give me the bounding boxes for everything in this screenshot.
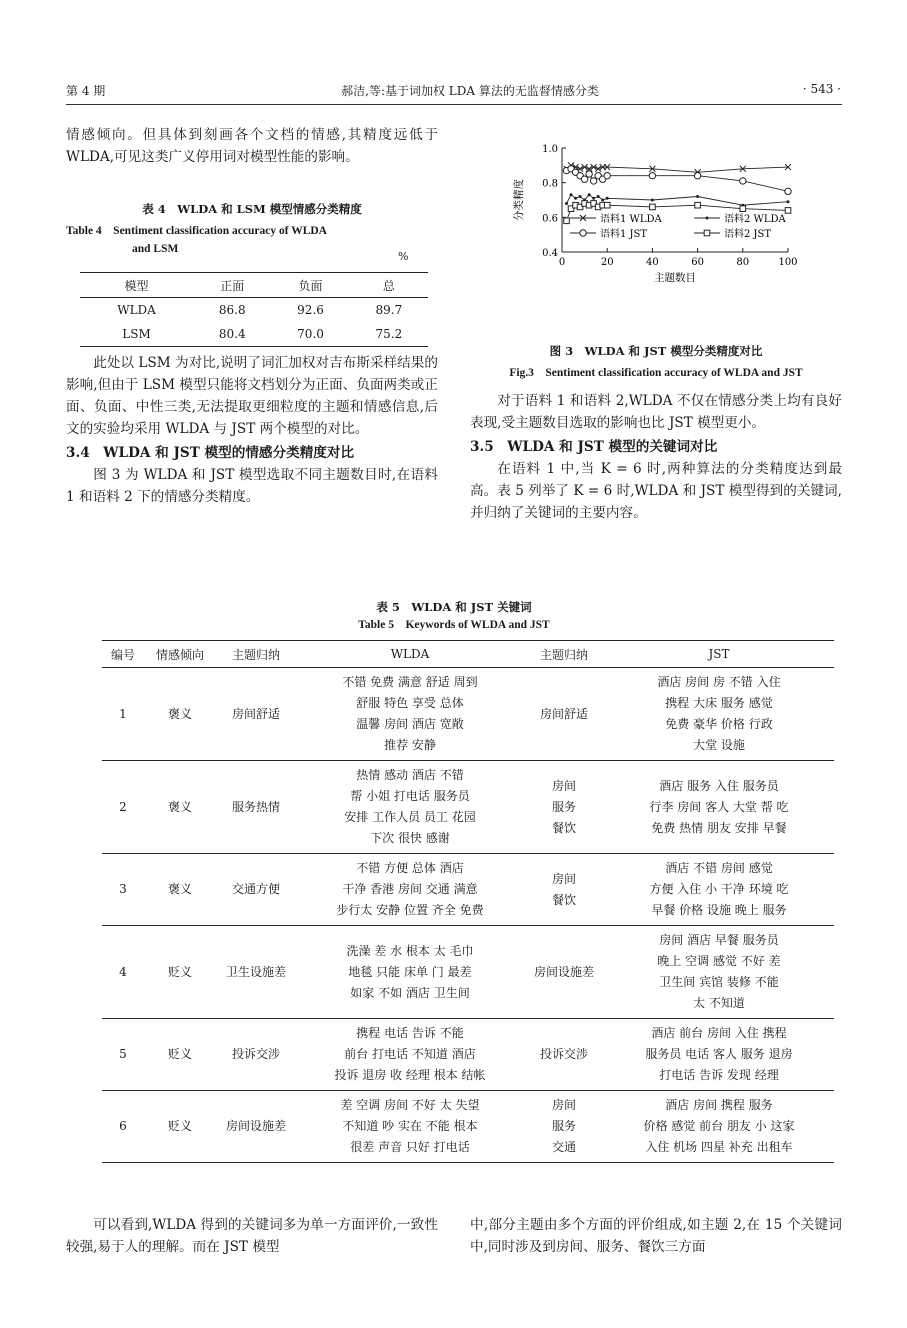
table5-header-cell: JST <box>604 641 834 668</box>
chart-legend <box>570 212 786 240</box>
jst-keywords <box>604 854 834 926</box>
jst-keywords-line: 价格 感觉 前台 朋友 小 这家 <box>643 1119 795 1133</box>
table5 <box>102 640 834 1163</box>
sentiment: 褒义 <box>144 761 216 854</box>
data-point <box>785 188 791 194</box>
data-point <box>581 176 587 182</box>
header-rule <box>66 104 842 105</box>
legend-marker <box>706 217 709 220</box>
table4-caption-en <box>66 222 438 258</box>
wlda-keywords-line: 差 空调 房间 不好 太 失望 <box>340 1098 480 1112</box>
y-axis-label: 分类精度 <box>513 179 525 221</box>
wlda-keywords-line: 前台 打电话 不知道 酒店 <box>344 1047 476 1061</box>
paragraph-3-5: 在语料 1 中,当 K = 6 时,两种算法的分类精度达到最高。表 5 列举了 K = 6 时,WLDA 和 JST 模型得到的关键词,并归纳了关键词的主要内容。 <box>470 461 842 521</box>
jst-topic-line: 餐饮 <box>551 892 576 907</box>
jst-keywords <box>604 926 834 1019</box>
table4-header-cell: 负面 <box>271 273 349 298</box>
wlda-keywords-line: 下次 很快 感谢 <box>370 831 450 845</box>
jst-topic-line: 房间设施差 <box>533 964 594 979</box>
left-column-body <box>66 352 438 508</box>
data-point <box>564 218 570 224</box>
table4-cell: WLDA <box>117 303 156 317</box>
data-point <box>740 206 746 212</box>
wlda-topic: 交通方便 <box>216 854 296 926</box>
table4-cell: 86.8 <box>218 303 246 317</box>
wlda-keywords-line: 如家 不如 酒店 卫生间 <box>350 985 470 1000</box>
table4-header-cell: 模型 <box>80 273 193 298</box>
jst-keywords-line: 携程 大床 服务 感觉 <box>665 696 773 710</box>
jst-topic-line: 餐饮 <box>551 820 576 835</box>
topic-id: 3 <box>102 854 144 926</box>
data-point <box>601 199 604 202</box>
table4-cell: 80.4 <box>193 322 271 347</box>
table4-caption-cn: 表 4 WLDA 和 LSM 模型情感分类精度 <box>142 202 362 216</box>
x-tick-label: 20 <box>600 257 614 268</box>
table-row <box>102 854 834 926</box>
table5-caption-en: Table 5 Keywords of WLDA and JST <box>358 619 550 631</box>
jst-topic-line: 房间 <box>551 1098 576 1112</box>
table-row <box>80 298 428 323</box>
table-row <box>80 322 428 347</box>
data-point <box>606 197 609 200</box>
wlda-keywords-line: 很差 声音 只好 打电话 <box>350 1140 470 1154</box>
data-point <box>651 199 654 202</box>
wlda-keywords <box>296 854 524 926</box>
legend-label: 语料1 JST <box>600 229 648 240</box>
x-tick-label: 40 <box>646 257 659 268</box>
data-point <box>570 193 573 196</box>
jst-topic <box>524 1019 604 1091</box>
table4-cell: 75.2 <box>350 322 428 347</box>
header-running-title: 郝洁,等:基于词加权 LDA 算法的无监督情感分类 <box>341 84 599 98</box>
data-point <box>597 195 600 198</box>
wlda-topic: 房间设施差 <box>216 1091 296 1163</box>
data-point <box>649 173 655 179</box>
y-tick-label: 0.6 <box>542 213 558 225</box>
jst-keywords-line: 打电话 告诉 发现 经理 <box>659 1068 779 1082</box>
data-point <box>586 171 592 177</box>
bottom-right-column <box>470 1214 842 1258</box>
paragraph-3-4: 图 3 为 WLDA 和 JST 模型选取不同主题数目时,在语料 1 和语料 2 下的情感分类精度。 <box>66 467 438 505</box>
figure3-caption-cn: 图 3 WLDA 和 JST 模型分类精度对比 <box>549 344 763 358</box>
wlda-keywords-line: 安排 工作人员 员工 花园 <box>344 810 476 824</box>
jst-topic-line: 房间 <box>551 778 576 793</box>
table-row <box>102 761 834 854</box>
series-line-0 <box>567 165 789 172</box>
y-tick-label: 0.4 <box>542 248 558 259</box>
header-issue: 第 4 期 <box>66 84 106 98</box>
topic-id: 6 <box>102 1091 144 1163</box>
wlda-topic: 房间舒适 <box>216 668 296 761</box>
data-point <box>740 178 746 184</box>
jst-keywords-line: 入住 机场 四星 补充 出租车 <box>645 1140 793 1154</box>
topic-id: 5 <box>102 1019 144 1091</box>
wlda-keywords <box>296 1019 524 1091</box>
jst-keywords-line: 早餐 价格 设施 晚上 服务 <box>651 903 787 917</box>
sentiment: 贬义 <box>144 1091 216 1163</box>
paragraph-bottom-right: 中,部分主题由多个方面的评价组成,如主题 2,在 15 个关键词中,同时涉及到房间、服务、餐饮三方面 <box>470 1217 842 1255</box>
section-3-5-title: 3.5 WLDA 和 JST 模型的关键词对比 <box>470 439 718 455</box>
jst-keywords-line: 房间 酒店 早餐 服务员 <box>659 933 779 947</box>
jst-keywords-line: 免费 豪华 价格 行政 <box>665 717 773 731</box>
table5-header-cell: 编号 <box>102 641 144 668</box>
wlda-keywords-line: 推荐 安静 <box>384 738 436 752</box>
jst-keywords-line: 太 不知道 <box>693 996 745 1010</box>
table4-caption-en-line1: Table 4 Sentiment classification accuracy of WLDA <box>66 225 327 237</box>
data-point <box>604 202 610 208</box>
sentiment: 贬义 <box>144 1019 216 1091</box>
right-column-body <box>470 390 842 524</box>
jst-keywords-line: 免费 热情 朋友 安排 早餐 <box>651 820 787 835</box>
wlda-topic: 服务热情 <box>216 761 296 854</box>
data-point <box>574 197 577 200</box>
jst-keywords-line: 酒店 房间 房 不错 入住 <box>657 675 781 689</box>
table5-header-cell: 情感倾向 <box>144 641 216 668</box>
legend-label: 语料1 WLDA <box>600 214 662 225</box>
paragraph-lsm: 此处以 LSM 为对比,说明了词汇加权对吉布斯采样结果的影响,但由于 LSM 模型只能将文档划分为正面、负面两类或正面、负面、中性三类,无法提取更细粒度的主题和情感信息,后文的实验均采用 WLDA 与 JST 两个模型的对比。 <box>66 355 438 437</box>
wlda-keywords-line: 不错 免费 满意 舒适 周到 <box>342 675 478 689</box>
table4-header-cell: 正面 <box>193 273 271 298</box>
wlda-topic: 投诉交涉 <box>216 1019 296 1091</box>
table5-caption-cn: 表 5 WLDA 和 JST 关键词 <box>376 600 532 614</box>
table4-cell: 92.6 <box>297 303 324 317</box>
wlda-keywords <box>296 668 524 761</box>
sentiment: 褒义 <box>144 854 216 926</box>
wlda-keywords-line: 步行太 安静 位置 齐全 免费 <box>336 903 484 917</box>
jst-keywords-line: 大堂 设施 <box>693 738 745 752</box>
jst-keywords-line: 晚上 空调 感觉 不好 差 <box>657 954 781 968</box>
topic-id: 2 <box>102 761 144 854</box>
table4-header-row <box>80 273 428 298</box>
x-tick-label: 80 <box>736 257 750 268</box>
y-tick-label: 0.8 <box>542 178 558 190</box>
data-point <box>604 173 610 179</box>
wlda-keywords-line: 不知道 吵 实在 不能 根本 <box>342 1119 478 1133</box>
table4-cell: 70.0 <box>271 322 349 347</box>
table4-header-cell: 总 <box>350 273 428 298</box>
jst-keywords-line: 方便 入住 小 干净 环境 吃 <box>649 882 789 896</box>
jst-keywords <box>604 761 834 854</box>
x-tick-label: 100 <box>778 257 798 268</box>
legend-label: 语料2 JST <box>724 229 772 240</box>
jst-keywords <box>604 1091 834 1163</box>
table5-header-row <box>102 641 834 668</box>
wlda-keywords-line: 不错 方便 总体 酒店 <box>356 861 464 875</box>
figure3-chart <box>470 130 842 330</box>
data-point <box>650 204 656 210</box>
table5-header-cell: 主题归纳 <box>524 641 604 668</box>
jst-topic-line: 服务 <box>551 799 576 814</box>
data-point <box>590 178 596 184</box>
data-point <box>694 173 700 179</box>
left-column-top <box>66 124 438 168</box>
jst-keywords-line: 酒店 房间 携程 服务 <box>665 1098 773 1112</box>
data-point <box>565 202 568 205</box>
jst-topic-line: 房间 <box>551 871 576 886</box>
jst-topic-line: 交通 <box>551 1140 576 1154</box>
figure3-caption-en: Fig.3 Sentiment classification accuracy of WLDA and JST <box>509 367 803 379</box>
table-row <box>102 1019 834 1091</box>
paragraph-wlda-jst: 对于语料 1 和语料 2,WLDA 不仅在情感分类上均有良好表现,受主题数目选取的影响也比 JST 模型更小。 <box>470 393 842 431</box>
jst-topic-line: 投诉交涉 <box>539 1047 588 1061</box>
topic-id: 4 <box>102 926 144 1019</box>
jst-topic <box>524 926 604 1019</box>
table4-cell: 89.7 <box>375 303 403 317</box>
wlda-keywords <box>296 1091 524 1163</box>
jst-keywords-line: 卫生间 宾馆 装修 不能 <box>659 975 779 989</box>
data-point <box>696 195 699 198</box>
wlda-keywords <box>296 761 524 854</box>
section-3-4-title: 3.4 WLDA 和 JST 模型的情感分类精度对比 <box>66 445 355 461</box>
jst-topic-line: 房间舒适 <box>539 706 588 721</box>
wlda-keywords-line: 干净 香港 房间 交通 满意 <box>342 882 478 896</box>
paragraph-bottom-left: 可以看到,WLDA 得到的关键词多为单一方面评价,一致性较强,易于人的理解。而在 JST 模型 <box>66 1217 438 1255</box>
bottom-left-column <box>66 1214 438 1258</box>
jst-topic <box>524 668 604 761</box>
jst-topic <box>524 854 604 926</box>
jst-keywords-line: 酒店 服务 入住 服务员 <box>659 778 779 793</box>
sentiment: 贬义 <box>144 926 216 1019</box>
wlda-keywords <box>296 926 524 1019</box>
data-point <box>785 208 791 214</box>
jst-topic-line: 服务 <box>551 1119 576 1133</box>
wlda-keywords-line: 携程 电话 告诉 不能 <box>356 1026 464 1040</box>
paragraph-intro: 情感倾向。但具体到刻画各个文档的情感,其精度远低于 WLDA,可见这类广义停用词对模型性能的影响。 <box>66 127 438 165</box>
table-row <box>102 668 834 761</box>
jst-keywords-line: 酒店 不错 房间 感觉 <box>665 861 773 875</box>
data-point <box>592 197 595 200</box>
data-point <box>579 195 582 198</box>
wlda-keywords-line: 洗澡 差 水 根本 太 毛巾 <box>346 943 474 958</box>
table4 <box>80 272 428 347</box>
y-tick-label: 1.0 <box>542 144 558 155</box>
jst-keywords <box>604 1019 834 1091</box>
legend-label: 语料2 WLDA <box>724 214 786 225</box>
x-tick-label: 60 <box>691 257 704 268</box>
legend-marker <box>704 230 710 236</box>
wlda-keywords-line: 舒服 特色 享受 总体 <box>356 696 464 710</box>
wlda-keywords-line: 地毯 只能 床单 门 最差 <box>348 964 472 979</box>
jst-topic <box>524 1091 604 1163</box>
wlda-keywords-line: 温馨 房间 酒店 宽敞 <box>356 717 464 731</box>
wlda-keywords-line: 帮 小姐 打电话 服务员 <box>350 789 470 803</box>
sentiment: 褒义 <box>144 668 216 761</box>
jst-keywords <box>604 668 834 761</box>
table-row <box>102 926 834 1019</box>
x-axis-label: 主题数目 <box>654 272 696 284</box>
table5-header-cell: WLDA <box>296 641 524 668</box>
table5-header-cell: 主题归纳 <box>216 641 296 668</box>
data-point <box>787 200 790 203</box>
topic-id: 1 <box>102 668 144 761</box>
legend-marker <box>580 230 586 236</box>
wlda-keywords-line: 热情 感动 酒店 不错 <box>356 768 464 782</box>
x-tick-label: 0 <box>558 257 566 268</box>
jst-keywords-line: 酒店 前台 房间 入住 携程 <box>651 1026 787 1040</box>
table4-unit: % <box>398 250 409 263</box>
table4-caption-en-line2: and LSM <box>132 243 179 255</box>
jst-keywords-line: 服务员 电话 客人 服务 退房 <box>645 1047 793 1061</box>
data-point <box>588 193 591 196</box>
jst-keywords-line: 行李 房间 客人 大堂 帮 吃 <box>649 799 789 814</box>
table4-cell: LSM <box>80 322 193 347</box>
wlda-topic: 卫生设施差 <box>216 926 296 1019</box>
table-row <box>102 1091 834 1163</box>
header-page-number: · 543 · <box>802 82 841 96</box>
data-point <box>695 202 701 208</box>
jst-topic <box>524 761 604 854</box>
wlda-keywords-line: 投诉 退房 收 经理 根本 结帐 <box>334 1068 486 1082</box>
